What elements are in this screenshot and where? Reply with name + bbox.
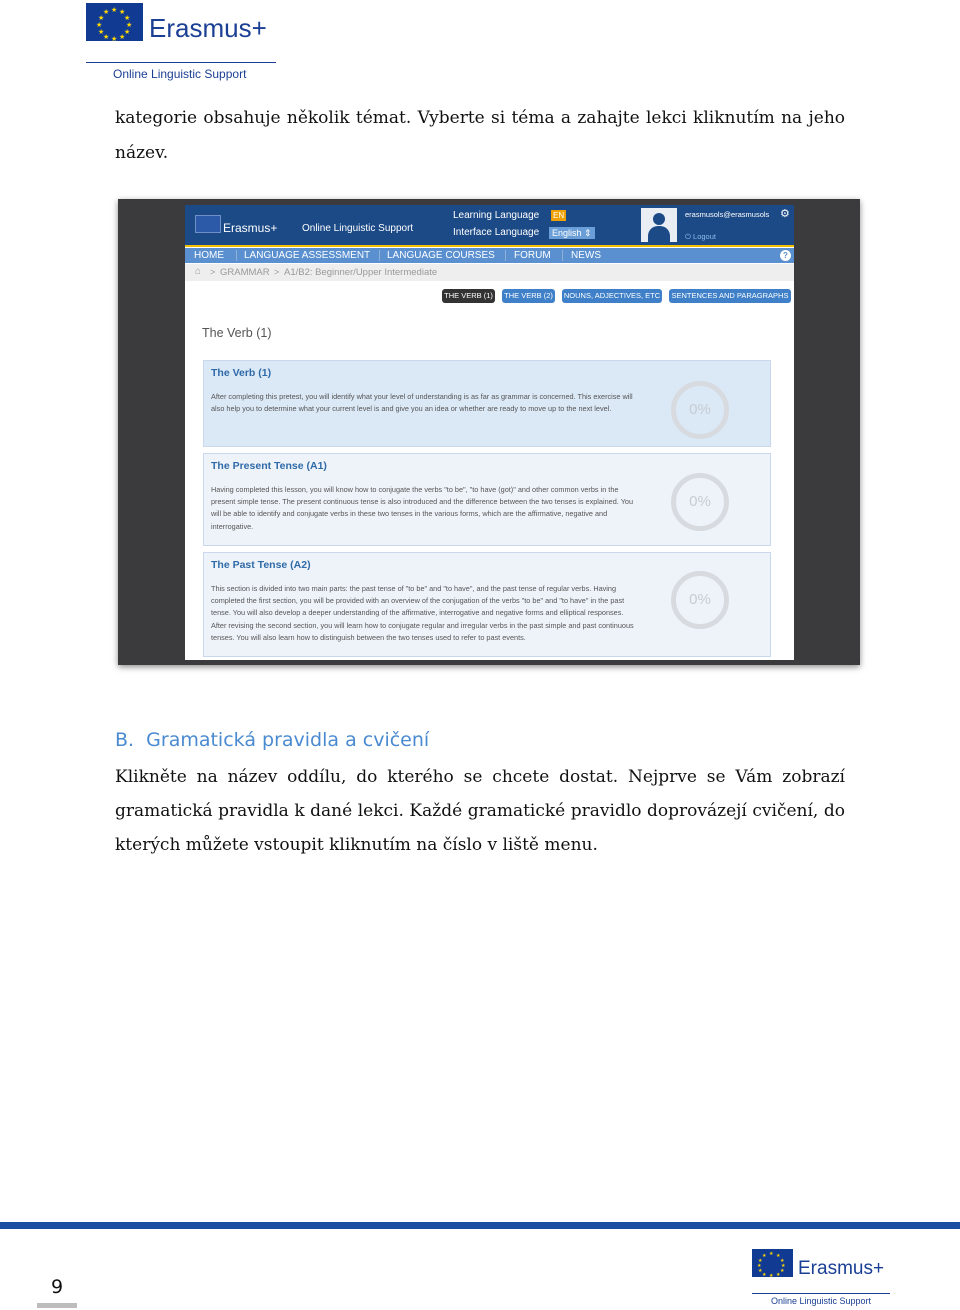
lesson-card-verb-1[interactable] xyxy=(203,360,771,447)
page-number-rule xyxy=(37,1303,77,1308)
interface-language-label: Interface Language xyxy=(453,227,540,238)
tab-the-verb-2[interactable]: THE VERB (2) xyxy=(502,289,555,303)
main-nav xyxy=(185,248,794,263)
section-b-heading: B. Gramatická pravidla a cvičení xyxy=(115,729,430,751)
logo-subtitle: Online Linguistic Support xyxy=(113,67,247,81)
lesson-desc-line: tenses. You will also learn how to distinguish between the two tenses used to refer to past events. xyxy=(211,632,526,642)
breadcrumb-level[interactable]: A1/B2: Beginner/Upper Intermediate xyxy=(284,267,438,278)
nav-home[interactable]: HOME xyxy=(194,250,224,261)
eu-flag-icon: ★ ★ ★ ★ ★ ★ ★ ★ ★ ★ ★ ★ xyxy=(752,1249,793,1277)
intro-line-1: kategorie obsahuje několik témat. Vyberte si téma a zahajte lekci kliknutím na jeho xyxy=(115,108,845,128)
lesson-desc-line: present simple tense. The present continuous tense is also introduced and the difference between the two tenses is explained. You xyxy=(211,497,634,507)
lesson-card-present-tense[interactable] xyxy=(203,453,771,546)
lesson-desc-line: also help you to determine what your current level is and give you an idea or whether are ready to move up to the next level. xyxy=(211,404,612,414)
learning-language-badge[interactable]: EN xyxy=(553,211,565,220)
lesson-desc-line: interrogative. xyxy=(211,521,254,531)
section-b-line-1: Klikněte na název oddílu, do kterého se chcete dostat. Nejprve se Vám zobrazí xyxy=(115,767,845,787)
lesson-desc-line: Having completed this lesson, you will know how to conjugate the verbs "to be", "to have (got)" and other common verbs in the xyxy=(211,485,619,494)
ols-banner xyxy=(185,205,794,245)
logo-divider xyxy=(86,62,276,63)
footer-logo-divider xyxy=(752,1293,890,1294)
interface-language-select[interactable]: English ⇕ xyxy=(549,227,595,239)
nav-forum[interactable]: FORUM xyxy=(514,250,551,261)
progress-ring xyxy=(671,571,729,629)
lesson-desc-line: completed the first section, you will be provided with an overview of the conjugation of the verbs "to be" and "to have" in the past xyxy=(211,596,625,606)
nav-language-courses[interactable]: LANGUAGE COURSES xyxy=(387,250,495,261)
banner-accent-line xyxy=(185,245,794,247)
footer-logo-wordmark: Erasmus+ xyxy=(798,1258,885,1279)
eu-flag-icon xyxy=(195,215,221,233)
tab-the-verb-1[interactable]: THE VERB (1) xyxy=(442,289,495,303)
progress-value: 0% xyxy=(689,493,711,510)
progress-value: 0% xyxy=(689,401,711,418)
section-b-line-2: gramatická pravidla k dané lekci. Každé gramatické pravidlo doprovázejí cvičení, do xyxy=(115,801,845,821)
logout-link[interactable]: ⏻ Logout xyxy=(685,232,716,241)
lesson-desc-line: will be able to identify and conjugate verbs in these two tenses in the various forms, which are the affirmative, negative and xyxy=(211,509,608,519)
footer-logo-subtitle: Online Linguistic Support xyxy=(771,1296,872,1306)
progress-ring xyxy=(671,381,729,439)
lesson-desc-line: This section is divided into two main parts: the past tense of "to be" and "to have", and the past tense of regular verbs. Having xyxy=(211,584,617,593)
logout-label: Logout xyxy=(693,232,716,241)
settings-gear-icon[interactable]: ⚙ xyxy=(780,208,790,220)
lesson-desc-line: After revising the second section, you will learn how to conjugate regular and irregular verbs in the past simple and past continuous xyxy=(211,620,634,630)
nav-language-assessment[interactable]: LANGUAGE ASSESSMENT xyxy=(244,250,371,261)
nav-news[interactable]: NEWS xyxy=(571,250,601,261)
progress-value: 0% xyxy=(689,591,711,608)
user-avatar-icon xyxy=(641,208,677,242)
logo-wordmark: Erasmus+ xyxy=(149,13,267,43)
screenshot-frame xyxy=(118,199,860,665)
ols-logo-word: Erasmus+ xyxy=(223,221,278,235)
learning-language-label: Learning Language xyxy=(453,210,540,221)
home-icon[interactable]: ⌂ xyxy=(195,266,202,277)
lesson-desc-line: After completing this pretest, you will identify what your level of understanding is as far as grammar is concerned. This exercise will xyxy=(211,392,633,401)
help-icon[interactable]: ? xyxy=(780,250,791,261)
header-logo xyxy=(86,3,278,83)
progress-ring xyxy=(671,473,729,531)
footer-logo xyxy=(752,1249,892,1309)
eu-flag-icon: ★ ★ ★ ★ ★ ★ ★ ★ ★ ★ ★ ★ xyxy=(86,3,143,41)
tab-sentences-paragraphs[interactable]: SENTENCES AND PARAGRAPHS xyxy=(669,289,791,303)
lesson-title[interactable]: The Present Tense (A1) xyxy=(211,460,327,472)
tab-nouns-adjectives[interactable]: NOUNS, ADJECTIVES, ETC xyxy=(562,289,662,303)
interface-language-value: English xyxy=(552,228,582,238)
lesson-desc-line: tense. You will also develop a deeper understanding of the affirmative, interrogative and negative forms and elliptical responses. xyxy=(211,608,624,618)
page-number: 9 xyxy=(50,1276,64,1298)
page-title: The Verb (1) xyxy=(202,326,272,340)
breadcrumb-grammar[interactable]: GRAMMAR xyxy=(220,267,270,278)
lesson-card-past-tense[interactable] xyxy=(203,552,771,657)
breadcrumb: ⌂ > GRAMMAR > A1/B2: Beginner/Upper Intermediate xyxy=(185,264,794,281)
ols-logo-sub: Online Linguistic Support xyxy=(302,223,414,234)
intro-line-2: název. xyxy=(115,143,169,163)
lesson-title[interactable]: The Verb (1) xyxy=(211,367,272,379)
section-b-line-3: kterých můžete vstoupit kliknutím na číslo v liště menu. xyxy=(115,835,598,855)
footer-rule xyxy=(0,1222,960,1229)
lesson-title[interactable]: The Past Tense (A2) xyxy=(211,559,311,571)
user-email: erasmusols@erasmusols xyxy=(685,210,770,219)
